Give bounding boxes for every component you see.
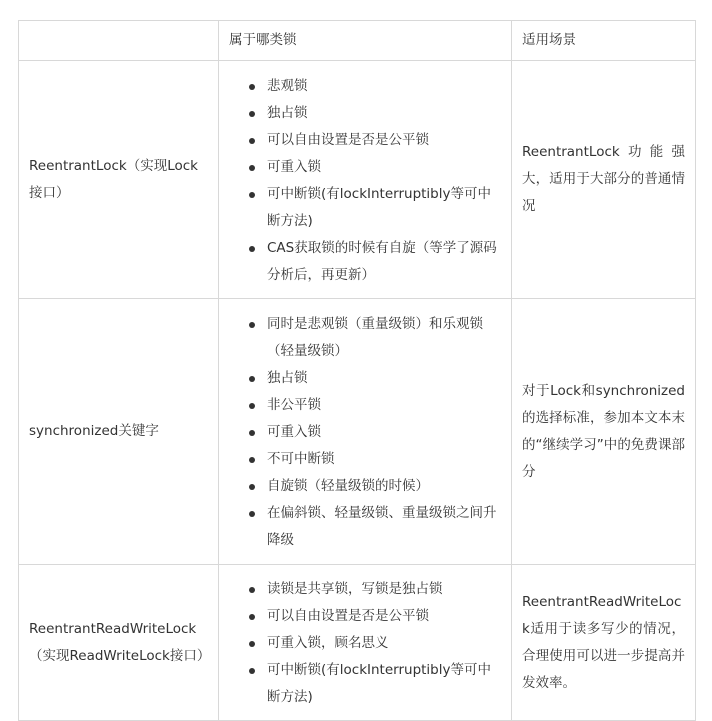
header-lock-type bbox=[19, 21, 219, 61]
list-item: 独占锁 bbox=[267, 100, 501, 127]
header-lock-category: 属于哪类锁 bbox=[219, 21, 512, 61]
list-item: 读锁是共享锁，写锁是独占锁 bbox=[267, 576, 501, 603]
lock-comparison-table bbox=[18, 20, 696, 721]
lock-name-cell: ReentrantReadWriteLock（实现ReadWriteLock接口） bbox=[19, 565, 219, 721]
lock-name-cell: synchronized关键字 bbox=[19, 299, 219, 565]
list-item: CAS获取锁的时候有自旋（等学了源码分析后，再更新） bbox=[267, 235, 501, 289]
header-use-case: 适用场景 bbox=[512, 21, 696, 61]
feature-list bbox=[229, 576, 501, 711]
list-item: 在偏斜锁、轻量级锁、重量级锁之间升降级 bbox=[267, 500, 501, 554]
list-item: 同时是悲观锁（重量级锁）和乐观锁（轻量级锁） bbox=[267, 311, 501, 365]
table-row bbox=[19, 565, 696, 721]
feature-list bbox=[229, 73, 501, 289]
list-item: 可中断锁(有lockInterruptibly等可中断方法) bbox=[267, 657, 501, 711]
list-item: 非公平锁 bbox=[267, 392, 501, 419]
list-item: 悲观锁 bbox=[267, 73, 501, 100]
list-item: 可重入锁，顾名思义 bbox=[267, 630, 501, 657]
list-item: 可以自由设置是否是公平锁 bbox=[267, 127, 501, 154]
list-item: 独占锁 bbox=[267, 365, 501, 392]
lock-features-cell bbox=[219, 299, 512, 565]
table-header-row bbox=[19, 21, 696, 61]
list-item: 可重入锁 bbox=[267, 419, 501, 446]
use-case-cell: 对于Lock和synchronized的选择标准，参加本文本末的“继续学习”中的免费课部分 bbox=[512, 299, 696, 565]
feature-list bbox=[229, 311, 501, 554]
list-item: 可中断锁(有lockInterruptibly等可中断方法) bbox=[267, 181, 501, 235]
lock-comparison-table-wrapper bbox=[18, 20, 695, 721]
table-row bbox=[19, 61, 696, 299]
use-case-cell: ReentrantLock功能强大，适用于大部分的普通情况 bbox=[512, 61, 696, 299]
list-item: 自旋锁（轻量级锁的时候） bbox=[267, 473, 501, 500]
use-case-cell: ReentrantReadWriteLock适用于读多写少的情况，合理使用可以进一步提高并发效率。 bbox=[512, 565, 696, 721]
lock-name-cell: ReentrantLock（实现Lock接口） bbox=[19, 61, 219, 299]
lock-features-cell bbox=[219, 61, 512, 299]
table-row bbox=[19, 299, 696, 565]
list-item: 不可中断锁 bbox=[267, 446, 501, 473]
lock-features-cell bbox=[219, 565, 512, 721]
list-item: 可以自由设置是否是公平锁 bbox=[267, 603, 501, 630]
list-item: 可重入锁 bbox=[267, 154, 501, 181]
